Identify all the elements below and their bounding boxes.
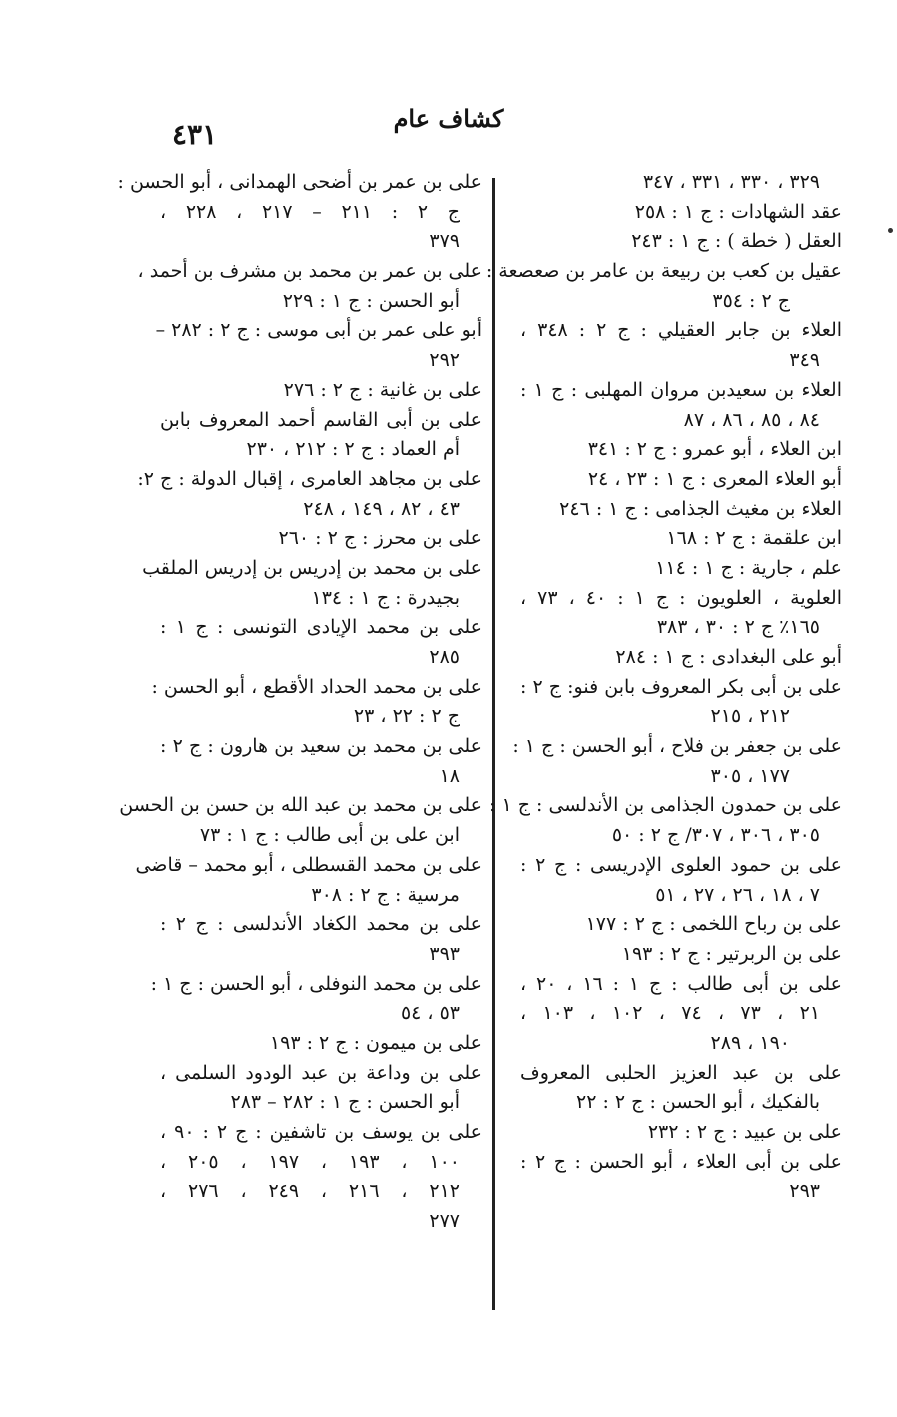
entry-continuation-line: ٨٤ ، ٨٥ ، ٨٦ ، ٨٧ [683, 408, 820, 431]
index-entry [520, 1059, 842, 1118]
index-entry [160, 732, 482, 791]
entry-heading-line: على بن أبى بكر المعروف بابن فنو: ج ٢ : [520, 675, 842, 698]
index-column-left [117, 168, 483, 1237]
entry-continuation-line: ١٩٠ ، ٢٨٩ [710, 1031, 790, 1054]
index-entry [160, 524, 482, 554]
index-entry [520, 495, 842, 525]
entry-heading-line: على بن محمد القسطلى ، أبو محمد – قاضى [135, 853, 482, 876]
entry-heading-line: على بن محمد الإيادى التونسى : ج ١ : [160, 616, 482, 639]
index-entry [160, 1029, 482, 1059]
entry-heading-line: على بن محمد بن سعيد بن هارون : ج ٢ : [160, 735, 482, 758]
entry-heading-line: أبو على عمر بن أبى موسى : ج ٢ : ٢٨٢ – [155, 319, 482, 342]
entry-heading-line: أبو على البغدادى : ج ١ : ٢٨٤ [615, 646, 842, 668]
entry-continuation-line: ١٨ [439, 764, 460, 787]
column-divider [492, 178, 495, 1310]
index-column-right [485, 168, 843, 1207]
index-entry [520, 970, 842, 1059]
entry-continuation-line: ٢٩٣ [789, 1180, 820, 1203]
index-entry [520, 198, 842, 228]
entry-continuation-line: ج ٢ : ٢٢ ، ٢٣ [353, 705, 460, 728]
index-entry [160, 910, 482, 969]
entry-heading-line: على بن محمد بن إدريس بن إدريس الملقب [142, 556, 482, 579]
entry-continuation-line: ١٦٥٪ ج ٢ : ٣٠ ، ٣٨٣ [656, 616, 820, 639]
entry-heading-line: العلاء بن سعيدبن مروان المهلبى : ج ١ : [520, 378, 842, 401]
entry-continuation-line: ٢٩٢ [429, 349, 460, 372]
entry-heading-line: على بن حمدون الجذامى بن الأندلسى : ج ١ : [488, 794, 842, 817]
print-speck [888, 228, 893, 233]
index-entry [135, 851, 482, 910]
entry-heading-line: عقد الشهادات : ج ١ : ٢٥٨ [634, 200, 842, 223]
entry-continuation-line: ٣٠٥ ، ٣٠٦ ، ٣٠٧/ ج ٢ : ٥٠ [611, 824, 820, 847]
entry-continuation-line: ج ٢ : ٣٥٤ [712, 289, 790, 312]
entry-heading-line: عقيل بن كعب بن ربيعة بن عامر بن صعصعة : [485, 260, 842, 283]
entry-heading-line: على بن جعفر بن فلاح ، أبو الحسن : ج ١ : [512, 735, 842, 758]
entry-continuation-line: مرسية : ج ٢ : ٣٠٨ [311, 883, 460, 906]
index-entry [160, 613, 482, 672]
entry-continuation-line: ٥٣ ، ٥٤ [400, 1002, 460, 1025]
entry-continuation-line: بالفكيك ، أبو الحسن : ج ٢ : ٢٢ [575, 1091, 820, 1114]
entry-continuation-line: ٢٨٥ [429, 646, 460, 668]
entry-heading-line: على بن أبى العلاء ، أبو الحسن : ج ٢ : [520, 1150, 842, 1173]
index-entry [520, 940, 842, 970]
index-entry [160, 376, 482, 406]
entry-heading-line: على بن رباح اللخمى : ج ٢ : ١٧٧ [585, 913, 842, 936]
entry-heading-line: على بن عبيد : ج ٢ : ٢٣٢ [647, 1121, 842, 1143]
index-entry [520, 643, 842, 673]
entry-continuation-line: أم العماد : ج ٢ : ٢١٢ ، ٢٣٠ [246, 438, 460, 461]
index-entry [160, 1059, 482, 1118]
entry-heading-line: على بن محمد النوفلى ، أبو الحسن : ج ١ : [150, 972, 482, 995]
entry-continuation-line: ج ٢ : ٢١١ – ٢١٧ ، ٢٢٨ ، [160, 200, 460, 223]
index-entry [512, 732, 842, 791]
entry-heading-line: على بن غانية : ج ٢ : ٢٧٦ [283, 378, 482, 401]
index-entry [520, 316, 842, 375]
index-entry [151, 673, 482, 732]
entry-continuation-line: ٣٤٩ [789, 349, 820, 372]
entry-heading-line: ٣٢٩ ، ٣٣٠ ، ٣٣١ ، ٣٤٧ [642, 171, 820, 193]
index-entry [520, 584, 842, 643]
entry-heading-line: على بن محرز : ج ٢ : ٢٦٠ [278, 527, 482, 550]
entry-heading-line: ابن علقمة : ج ٢ : ١٦٨ [666, 527, 842, 550]
index-entry [520, 465, 842, 495]
index-entry [160, 1118, 482, 1237]
index-entry [142, 554, 482, 613]
entry-heading-line: العلوية ، العلويون : ج ١ : ٤٠ ، ٧٣ ، [520, 586, 842, 609]
page-number: ٤٣١ [172, 118, 218, 151]
entry-continuation-line: أبو الحسن : ج ١ : ٢٢٩ [282, 289, 460, 312]
entry-continuation-line: ٣٩٣ [429, 942, 460, 965]
entry-heading-line: علم ، جارية : ج ١ : ١١٤ [655, 556, 842, 579]
index-entry [520, 227, 842, 257]
entry-heading-line: أبو العلاء المعرى : ج ١ : ٢٣ ، ٢٤ [587, 467, 842, 490]
entry-continuation-line: ٧ ، ١٨ ، ٢٦ ، ٢٧ ، ٥١ [655, 883, 820, 906]
entry-continuation-line: ٢١٢ ، ٢١٥ [710, 705, 790, 728]
entry-continuation-line: ٢٧٧ [429, 1210, 460, 1233]
entry-continuation-line: ١٧٧ ، ٣٠٥ [710, 764, 790, 787]
page-title: كشاف عام [393, 104, 504, 133]
entry-heading-line: على بن الربرتير : ج ٢ : ١٩٣ [621, 942, 842, 965]
entry-heading-line: على بن محمد الكغاد الأندلسى : ج ٢ : [160, 913, 482, 936]
index-entry [520, 554, 842, 584]
entry-heading-line: على بن مجاهد العامرى ، إقبال الدولة : ج ٢: [137, 467, 482, 490]
entry-heading-line: على بن حمود العلوى الإدريسى : ج ٢ : [520, 853, 842, 876]
entry-heading-line: على بن عبد العزيز الحلبى المعروف [520, 1061, 842, 1084]
index-entry [520, 168, 842, 198]
entry-heading-line: على بن عمر بن محمد بن مشرف بن أحمد ، [137, 260, 482, 283]
index-entry [520, 435, 842, 465]
index-entry [520, 673, 842, 732]
entry-heading-line: على بن محمد بن عبد الله بن حسن بن الحسن [119, 794, 482, 817]
index-entry [137, 257, 482, 316]
index-entry [150, 970, 482, 1029]
entry-continuation-line: بجيدرة : ج ١ : ١٣٤ [311, 586, 460, 609]
index-entry [485, 257, 842, 316]
index-entry [520, 1118, 842, 1148]
index-entry [520, 851, 842, 910]
index-entry [520, 1148, 842, 1207]
entry-continuation-line: ٢١٢ ، ٢١٦ ، ٢٤٩ ، ٢٧٦ ، [160, 1180, 461, 1203]
index-entry [137, 465, 482, 524]
entry-heading-line: العلاء بن مغيث الجذامى : ج ١ : ٢٤٦ [559, 497, 842, 520]
entry-heading-line: على بن أبى طالب : ج ١ : ١٦ ، ٢٠ ، [520, 972, 843, 995]
entry-heading-line: العقل ( خطة ) : ج ١ : ٢٤٣ [631, 230, 842, 253]
entry-heading-line: على بن ميمون : ج ٢ : ١٩٣ [269, 1031, 482, 1054]
entry-continuation-line: أبو الحسن : ج ١ : ٢٨٢ – ٢٨٣ [230, 1091, 460, 1114]
entry-heading-line: على بن وداعة بن عبد الودود السلمى ، [160, 1061, 482, 1084]
index-entry [119, 791, 482, 850]
entry-continuation-line: ١٠٠ ، ١٩٣ ، ١٩٧ ، ٢٠٥ ، [160, 1150, 461, 1173]
index-entry [488, 791, 842, 850]
entry-heading-line: العلاء بن جابر العقيلي : ج ٢ : ٣٤٨ ، [520, 319, 843, 342]
index-entry [520, 376, 842, 435]
entry-heading-line: على بن محمد الحداد الأقطع ، أبو الحسن : [151, 675, 482, 698]
index-entry [155, 316, 482, 375]
entry-heading-line: على بن أبى القاسم أحمد المعروف بابن [160, 408, 482, 431]
entry-continuation-line: ٣٧٩ [429, 230, 460, 253]
index-entry [520, 910, 842, 940]
entry-continuation-line: ٢١ ، ٧٣ ، ٧٤ ، ١٠٢ ، ١٠٣ ، [520, 1002, 821, 1025]
index-entry [117, 168, 482, 257]
entry-continuation-line: ابن على بن أبى طالب : ج ١ : ٧٣ [199, 824, 460, 847]
entry-continuation-line: ٤٣ ، ٨٢ ، ١٤٩ ، ٢٤٨ [303, 497, 460, 520]
entry-heading-line: ابن العلاء ، أبو عمرو : ج ٢ : ٣٤١ [587, 438, 842, 461]
index-entry [520, 524, 842, 554]
entry-heading-line: على بن عمر بن أضحى الهمدانى ، أبو الحسن : [117, 171, 482, 193]
index-entry [160, 406, 482, 465]
entry-heading-line: على بن يوسف بن تاشفين : ج ٢ : ٩٠ ، [160, 1121, 483, 1143]
